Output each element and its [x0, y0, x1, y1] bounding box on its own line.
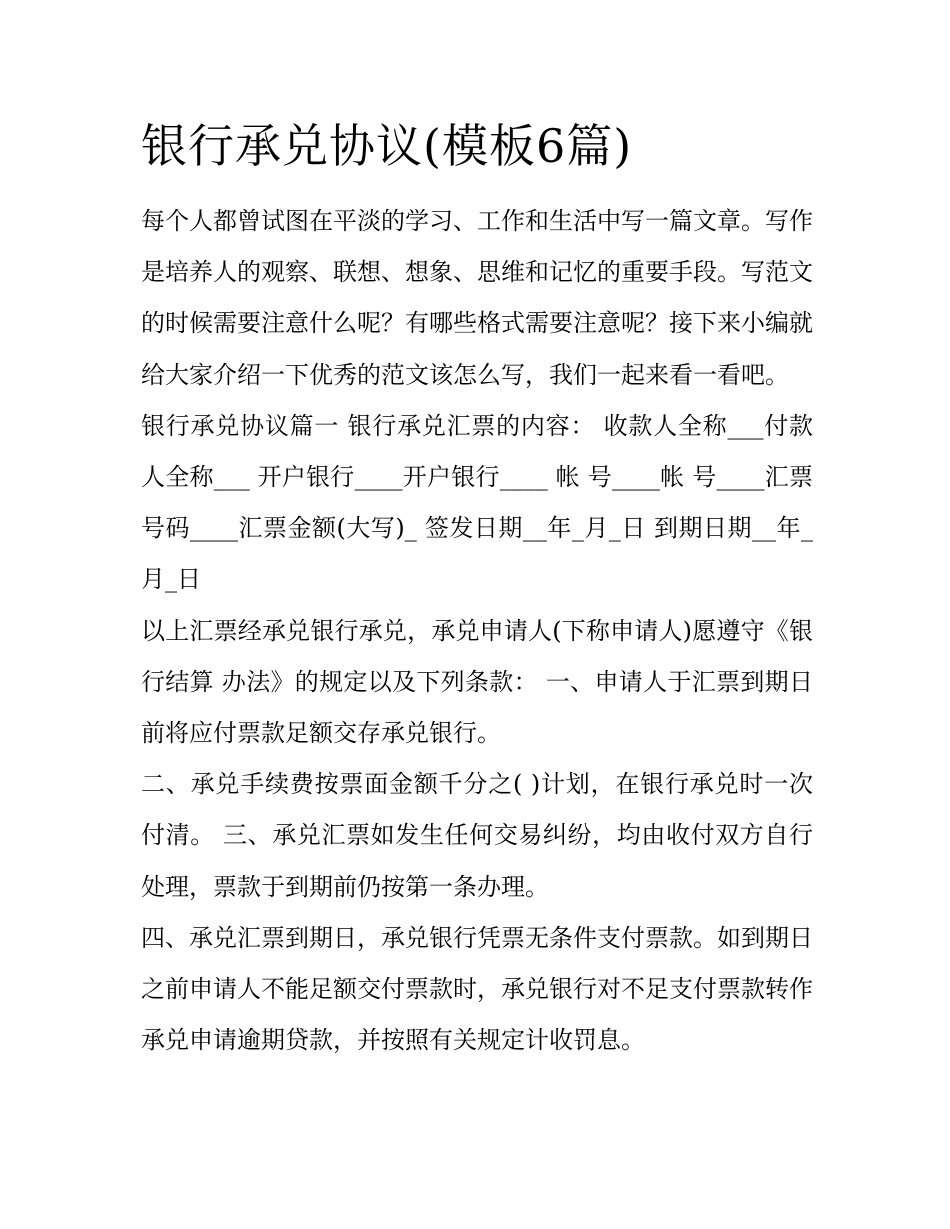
paragraph-terms-four: 四、承兑汇票到期日，承兑银行凭票无条件支付票款。如到期日之前申请人不能足额交付票款时，承兑银行对不足支付票款转作承兑申请逾期贷款，并按照有关规定计收罚息。: [141, 923, 813, 1055]
paragraph-terms-one: 以上汇票经承兑银行承兑，承兑申请人(下称申请人)愿遵守《银行结算 办法》的规定以及下列条款： 一、申请人于汇票到期日前将应付票款足额交存承兑银行。: [141, 616, 813, 748]
paragraph-bill-contents: 银行承兑协议篇一 银行承兑汇票的内容： 收款人全称___付款人全称___ 开户银行____开户银行____ 帐 号____帐 号____汇票号码____汇票金额(大写)_ 签发日期__年_月_日 到期日期__年_月_日: [141, 411, 813, 594]
paragraph-terms-two-three: 二、承兑手续费按票面金额千分之( )计划，在银行承兑时一次付清。 三、承兑汇票如发生任何交易纠纷，均由收付双方自行处理，票款于到期前仍按第一条办理。: [141, 770, 813, 901]
document-body: [141, 196, 813, 1066]
document-title: 银行承兑协议(模板6篇): [141, 119, 633, 173]
paragraph-intro: 每个人都曾试图在平淡的学习、工作和生活中写一篇文章。写作是培养人的观察、联想、想象、思维和记忆的重要手段。写范文的时候需要注意什么呢？有哪些格式需要注意呢？接下来小编就给大家介绍一下优秀的范文该怎么写，我们一起来看一看吧。: [141, 207, 813, 389]
